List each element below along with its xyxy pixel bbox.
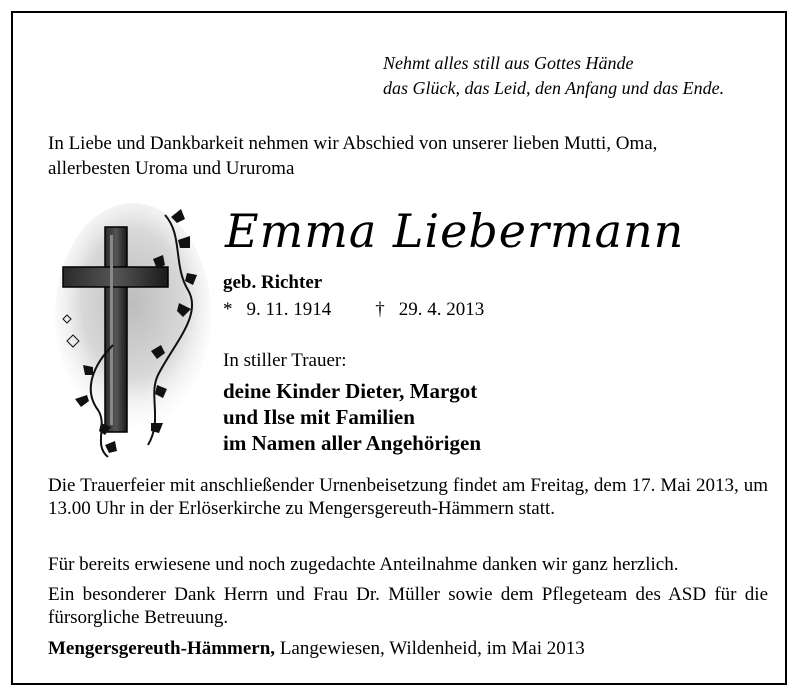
place-rest: Langewiesen, Wildenheid, im Mai 2013 <box>275 638 585 659</box>
mourner-line: und Ilse mit Familien <box>223 405 415 429</box>
mourners-list <box>223 378 481 456</box>
birth-date: 9. 11. 1914 <box>246 299 332 320</box>
motto-line: das Glück, das Leid, den Anfang und das Ende. <box>383 78 725 98</box>
place-and-date <box>48 638 768 660</box>
motto-line: Nehmt alles still aus Gottes Hände <box>383 53 634 73</box>
place-bold: Mengersgereuth-Hämmern, <box>48 638 276 659</box>
birth-symbol: * <box>223 299 233 320</box>
ceremony-paragraph: Die Trauerfeier mit anschließender Urnenbeisetzung findet am Freitag, dem 17. Mai 2013, um 13.00 Uhr in der Erlöserkirche zu Mengersgereuth-Hämmern statt. <box>48 475 768 519</box>
deceased-name: Emma Liebermann <box>225 204 685 258</box>
intro-line: In Liebe und Dankbarkeit nehmen wir Abschied von unserer lieben Mutti, Oma, <box>48 133 658 154</box>
death-symbol: † <box>375 299 385 320</box>
obituary-notice <box>11 11 787 685</box>
cross-with-ivy-icon <box>53 195 213 465</box>
life-dates <box>223 299 484 321</box>
death-date: 29. 4. 2013 <box>398 299 485 320</box>
motto-verse <box>383 51 724 101</box>
mourner-line: im Namen aller Angehörigen <box>223 431 482 455</box>
maiden-name: geb. Richter <box>223 272 323 293</box>
special-thanks-paragraph: Ein besonderer Dank Herrn und Frau Dr. Müller sowie dem Pflegeteam des ASD für die fürsorgliche Betreuung. <box>48 584 768 628</box>
mourning-label: In stiller Trauer: <box>223 350 347 371</box>
thanks-paragraph: Für bereits erwiesene und noch zugedachte Anteilnahme danken wir ganz herzlich. <box>48 554 679 575</box>
intro-line: allerbesten Uroma und Ururoma <box>48 158 295 179</box>
mourner-line: deine Kinder Dieter, Margot <box>223 379 478 403</box>
intro-text <box>48 131 768 181</box>
